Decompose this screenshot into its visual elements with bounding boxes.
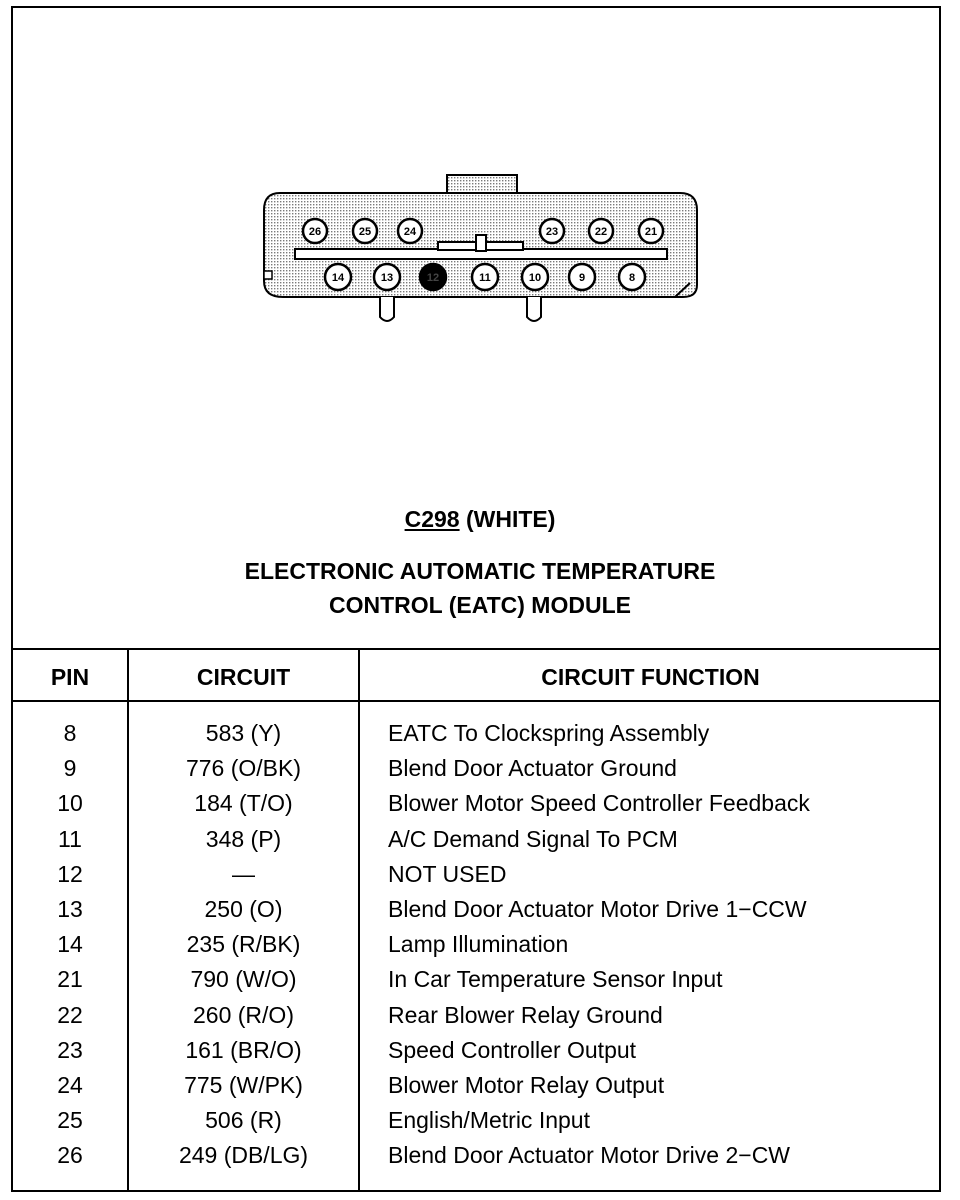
table-row: [0, 1068, 960, 1103]
pin-label: 12: [426, 272, 440, 284]
table-row: [0, 716, 960, 751]
pin-number: 25: [57, 1107, 83, 1134]
table-row: [0, 1103, 960, 1138]
circuit-function: NOT USED: [388, 860, 507, 887]
circuit-function: Blower Motor Speed Controller Feedback: [388, 790, 810, 817]
pin-label: 22: [594, 226, 608, 238]
pin-label: 14: [331, 272, 345, 284]
circuit-number: 790 (W/O): [190, 966, 297, 993]
pin-label: 10: [528, 272, 542, 284]
circuit-number: 348 (P): [205, 825, 282, 852]
connector-color: (WHITE): [465, 506, 556, 532]
pin-8: [619, 264, 645, 290]
pin-label: 21: [644, 226, 658, 238]
circuit-number: —: [232, 860, 255, 887]
pin-number: 8: [63, 720, 77, 746]
circuit-function: Blend Door Actuator Ground: [388, 755, 677, 782]
pin-number: 13: [57, 895, 83, 922]
circuit-number: 775 (W/PK): [184, 1071, 303, 1098]
pin-21: [639, 219, 663, 243]
circuit-function: Lamp Illumination: [388, 931, 569, 958]
circuit-number: 776 (O/BK): [185, 755, 302, 782]
table-row: [0, 857, 960, 892]
table-header-rule: [13, 700, 941, 702]
table-row: [0, 962, 960, 997]
table-row: [0, 892, 960, 927]
connector-id: C298: [404, 506, 460, 532]
circuit-function: Speed Controller Output: [388, 1036, 637, 1063]
pin-label: 26: [308, 226, 322, 238]
pin-11: [472, 264, 498, 290]
pin-22: [589, 219, 613, 243]
pin-label: 24: [403, 226, 417, 238]
table-row: [0, 927, 960, 962]
pin-number: 22: [57, 1001, 83, 1028]
connector-caption: [0, 506, 960, 533]
circuit-function: Blend Door Actuator Motor Drive 1−CCW: [388, 895, 807, 922]
pin-10: [522, 264, 548, 290]
table-row: [0, 998, 960, 1033]
table-row: [0, 822, 960, 857]
locating-peg-left: [380, 297, 394, 321]
circuit-number: 250 (O): [204, 895, 283, 922]
circuit-number: 184 (T/O): [194, 790, 293, 817]
pin-25: [353, 219, 377, 243]
module-title-line1: ELECTRONIC AUTOMATIC TEMPERATURE: [244, 558, 716, 584]
circuit-number: 583 (Y): [205, 720, 282, 746]
table-row: [0, 1138, 960, 1173]
circuit-function: Rear Blower Relay Ground: [388, 1001, 663, 1028]
module-title-line2: CONTROL (EATC) MODULE: [329, 592, 631, 618]
circuit-number: 249 (DB/LG): [178, 1142, 309, 1169]
pin-number: 21: [57, 966, 83, 993]
pin-number: 24: [57, 1071, 83, 1098]
circuit-number: 260 (R/O): [193, 1001, 294, 1028]
circuit-function: Blower Motor Relay Output: [388, 1071, 665, 1098]
pin-24: [398, 219, 422, 243]
pin-label: 25: [358, 226, 372, 238]
header-circuit: CIRCUIT: [196, 664, 291, 690]
pin-number: 14: [57, 931, 83, 958]
pin-23: [540, 219, 564, 243]
circuit-number: 235 (R/BK): [186, 931, 301, 958]
circuit-function: EATC To Clockspring Assembly: [388, 720, 710, 746]
table-top-rule: [13, 648, 941, 650]
pin-number: 10: [57, 790, 83, 817]
pin-label: 9: [578, 272, 586, 284]
pin-26: [303, 219, 327, 243]
pin-number: 9: [63, 755, 77, 782]
table-row: [0, 786, 960, 821]
pin-label: 11: [479, 272, 491, 284]
circuit-number: 161 (BR/O): [185, 1036, 302, 1063]
pin-label: 23: [545, 226, 559, 238]
pin-12-unused: [420, 264, 446, 290]
pin-13: [374, 264, 400, 290]
pin-number: 12: [57, 860, 83, 887]
connector-face-diagram: [250, 165, 720, 335]
pin-number: 26: [57, 1142, 83, 1169]
locating-peg-right: [527, 297, 541, 321]
header-circuit-function: CIRCUIT FUNCTION: [541, 664, 760, 690]
table-row: [0, 751, 960, 786]
pin-label: 8: [628, 272, 636, 284]
pin-14: [325, 264, 351, 290]
circuit-function: A/C Demand Signal To PCM: [388, 825, 678, 852]
header-pin: PIN: [50, 664, 90, 690]
circuit-number: 506 (R): [205, 1107, 282, 1134]
circuit-function: In Car Temperature Sensor Input: [388, 966, 723, 993]
pinout-table-body: [0, 716, 960, 1173]
circuit-function: Blend Door Actuator Motor Drive 2−CW: [388, 1142, 791, 1169]
circuit-function: English/Metric Input: [388, 1107, 590, 1134]
pin-number: 11: [58, 825, 82, 852]
pin-number: 23: [57, 1036, 83, 1063]
table-row: [0, 1033, 960, 1068]
pin-9: [569, 264, 595, 290]
pin-label: 13: [380, 272, 394, 284]
